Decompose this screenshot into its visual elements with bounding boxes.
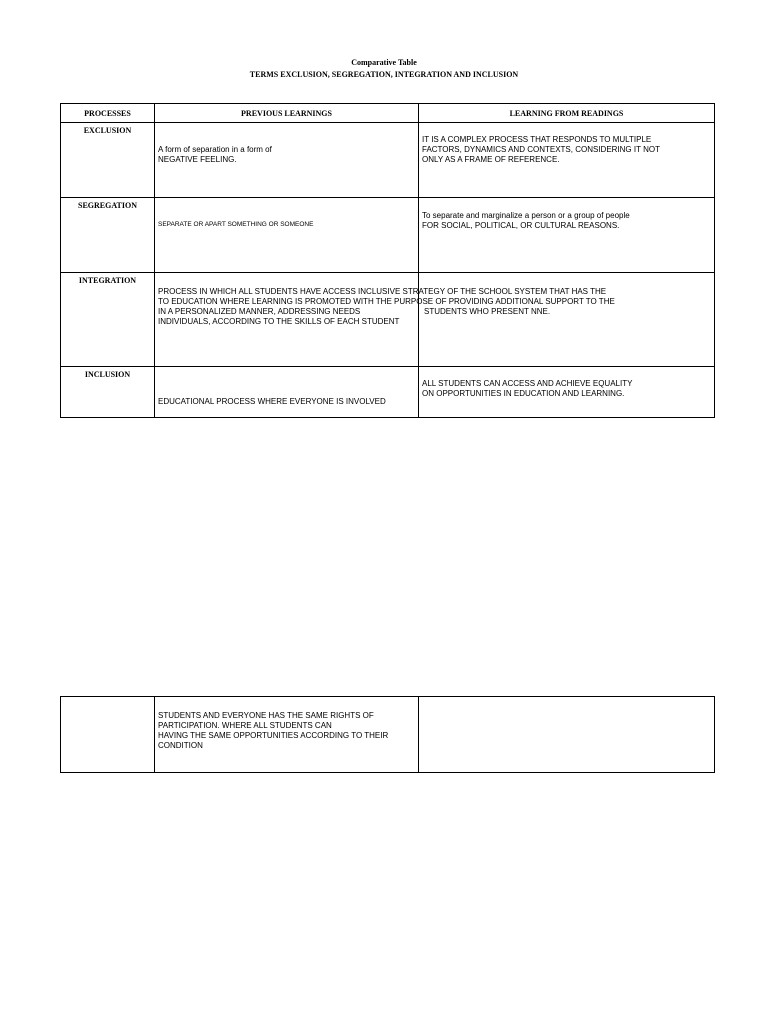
previous-learning-cell: [155, 697, 419, 773]
previous-learning-cell: [155, 123, 419, 198]
table-row-segregation: [61, 198, 715, 273]
column-header-learning-from-readings: LEARNING FROM READINGS: [419, 104, 715, 123]
readings-text: ALL STUDENTS CAN ACCESS AND ACHIEVE EQUALITY ON OPPORTUNITIES IN EDUCATION AND LEARNING.: [422, 379, 633, 398]
process-name: [61, 697, 155, 773]
previous-learning-text: PROCESS IN WHICH ALL STUDENTS HAVE ACCESS INCLUSIVE STRATEGY OF THE SCHOOL SYSTEM THAT HAS THE TO EDUCATION WHERE LEARNING IS PROMOTED WITH THE PURPOSE OF PROVIDING ADDITIONAL SUPPORT TO THE IN A PERSONALIZED MANNER, ADDRESSING NEEDS INDIVIDUALS, ACCORDING TO THE SKILLS OF EACH STUDENT: [158, 287, 615, 326]
comparative-table: [60, 103, 715, 418]
previous-learning-cell: [155, 367, 419, 418]
table-row-inclusion: [61, 367, 715, 418]
previous-learning-text: STUDENTS AND EVERYONE HAS THE SAME RIGHTS OF PARTICIPATION. WHERE ALL STUDENTS CAN HAVING THE SAME OPPORTUNITIES ACCORDING TO THEIR CONDITION: [158, 711, 389, 750]
column-header-processes: PROCESSES: [61, 104, 155, 123]
table-header-row: [61, 104, 715, 123]
previous-learning-text: EDUCATIONAL PROCESS WHERE EVERYONE IS INVOLVED: [158, 397, 386, 406]
readings-cell: [419, 697, 715, 773]
process-name: INCLUSION: [61, 367, 155, 418]
readings-text: IT IS A COMPLEX PROCESS THAT RESPONDS TO MULTIPLE FACTORS, DYNAMICS AND CONTEXTS, CONSIDERING IT NOT ONLY AS A FRAME OF REFERENCE.: [422, 135, 660, 164]
table-row-exclusion: [61, 123, 715, 198]
document-subtitle: TERMS EXCLUSION, SEGREGATION, INTEGRATION AND INCLUSION: [249, 70, 519, 79]
process-name: INTEGRATION: [61, 273, 155, 367]
comparative-table-continuation: [60, 696, 715, 773]
previous-learning-text: A form of separation in a form of NEGATIVE FEELING.: [158, 145, 272, 164]
readings-cell: [419, 198, 715, 273]
table-row-integration: [61, 273, 715, 367]
readings-text: STUDENTS WHO PRESENT NNE.: [424, 307, 551, 316]
previous-learning-cell: [155, 198, 419, 273]
process-name: EXCLUSION: [61, 123, 155, 198]
process-name: SEGREGATION: [61, 198, 155, 273]
previous-learning-text: SEPARATE OR APART SOMETHING OR SOMEONE: [158, 221, 314, 228]
table-row-continued: [61, 697, 715, 773]
readings-cell: [419, 123, 715, 198]
column-header-previous-learnings: PREVIOUS LEARNINGS: [155, 104, 419, 123]
readings-text: To separate and marginalize a person or a group of people FOR SOCIAL, POLITICAL, OR CULTURAL REASONS.: [422, 211, 630, 230]
readings-cell: [419, 367, 715, 418]
document-title: Comparative Table: [351, 58, 417, 67]
